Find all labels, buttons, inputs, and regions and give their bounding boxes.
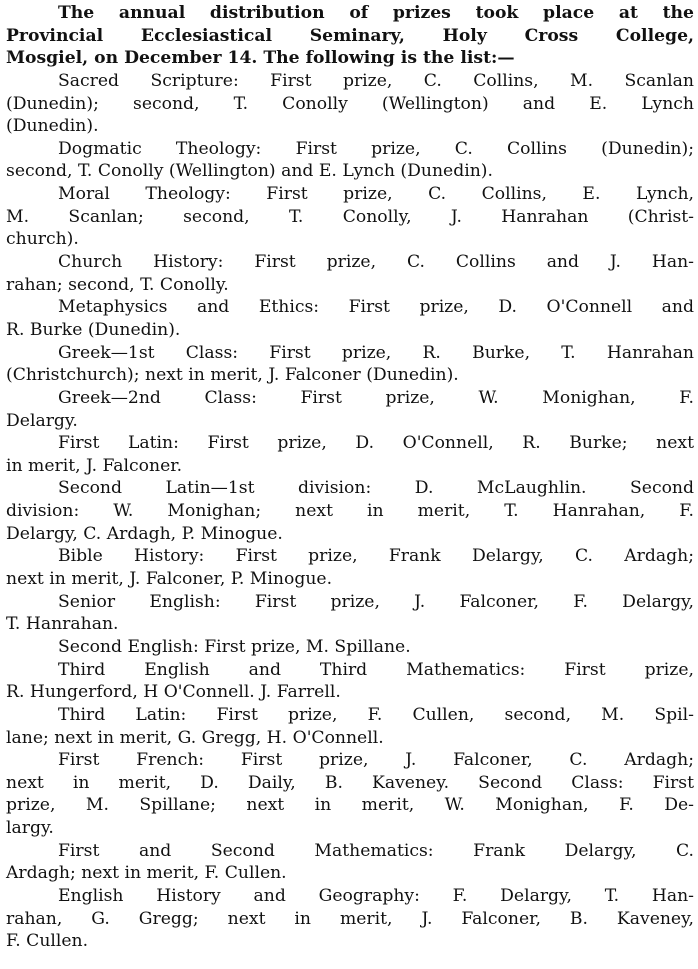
article-line: largy. <box>6 818 54 839</box>
article-line: Metaphysics and Ethics: First prize, D. O'Connell and <box>58 297 694 318</box>
article-line: Delargy, C. Ardagh, P. Minogue. <box>6 523 283 544</box>
article-line: Provincial Ecclesiastical Seminary, Holy Cross College, <box>6 25 694 46</box>
article-line: Church History: First prize, C. Collins and J. Han- <box>58 252 694 273</box>
article-line: church). <box>6 229 79 250</box>
article-line: M. Scanlan; second, T. Conolly, J. Hanrahan (Christ- <box>6 206 694 227</box>
article-line: Second English: First prize, M. Spillane. <box>58 636 411 657</box>
article-line: First French: First prize, J. Falconer, C. Ardagh; <box>58 750 694 771</box>
article-line: Greek—1st Class: First prize, R. Burke, T. Hanrahan <box>58 342 694 363</box>
article-line: Greek—2nd Class: First prize, W. Monighan, F. <box>58 387 694 408</box>
article-line: next in merit, J. Falconer, P. Minogue. <box>6 569 333 590</box>
article-line: rahan, G. Gregg; next in merit, J. Falconer, B. Kaveney, <box>6 908 694 929</box>
article-line: in merit, J. Falconer. <box>6 455 183 476</box>
article-line: Sacred Scripture: First prize, C. Collins, M. Scanlan <box>58 70 694 91</box>
article-line: division: W. Monighan; next in merit, T. Hanrahan, F. <box>6 501 694 522</box>
article-line: (Dunedin). <box>6 116 99 137</box>
article-line: Second Latin—1st division: D. McLaughlin. Second <box>58 478 694 499</box>
article-line: First and Second Mathematics: Frank Delargy, C. <box>58 840 694 861</box>
article-line: lane; next in merit, G. Gregg, H. O'Connell. <box>6 727 384 748</box>
article-line: Delargy. <box>6 410 78 431</box>
article-line: (Dunedin); second, T. Conolly (Wellington) and E. Lynch <box>6 93 694 114</box>
article-line: The annual distribution of prizes took place at the <box>58 3 694 23</box>
article-line: Third Latin: First prize, F. Cullen, second, M. Spil- <box>58 704 694 725</box>
article-line: Senior English: First prize, J. Falconer, F. Delargy, <box>58 591 694 612</box>
article-line: Bible History: First prize, Frank Delargy, C. Ardagh; <box>58 546 694 567</box>
article-line: (Christchurch); next in merit, J. Falconer (Dunedin). <box>6 365 459 386</box>
article-line: T. Hanrahan. <box>6 614 119 635</box>
article-line: R. Burke (Dunedin). <box>6 319 181 340</box>
article-line: Ardagh; next in merit, F. Cullen. <box>6 863 287 884</box>
article-line: second, T. Conolly (Wellington) and E. Lynch (Dunedin). <box>6 161 493 182</box>
article-line: F. Cullen. <box>6 931 89 952</box>
article-line: Dogmatic Theology: First prize, C. Collins (Dunedin); <box>58 138 694 159</box>
article-line: prize, M. Spillane; next in merit, W. Monighan, F. De- <box>6 795 694 816</box>
article-line: English History and Geography: F. Delargy, T. Han- <box>58 885 694 906</box>
article-line: Mosgiel, on December 14. The following is the list:— <box>6 48 515 69</box>
article-line: Third English and Third Mathematics: First prize, <box>58 659 694 680</box>
article-line: rahan; second, T. Conolly. <box>6 274 229 295</box>
article-line: R. Hungerford, H O'Connell. J. Farrell. <box>6 682 341 703</box>
prize-list-article <box>6 2 694 953</box>
article-line: next in merit, D. Daily, B. Kaveney. Second Class: First <box>6 772 694 793</box>
article-line: Moral Theology: First prize, C. Collins, E. Lynch, <box>58 184 694 205</box>
article-line: First Latin: First prize, D. O'Connell, R. Burke; next <box>58 433 694 454</box>
